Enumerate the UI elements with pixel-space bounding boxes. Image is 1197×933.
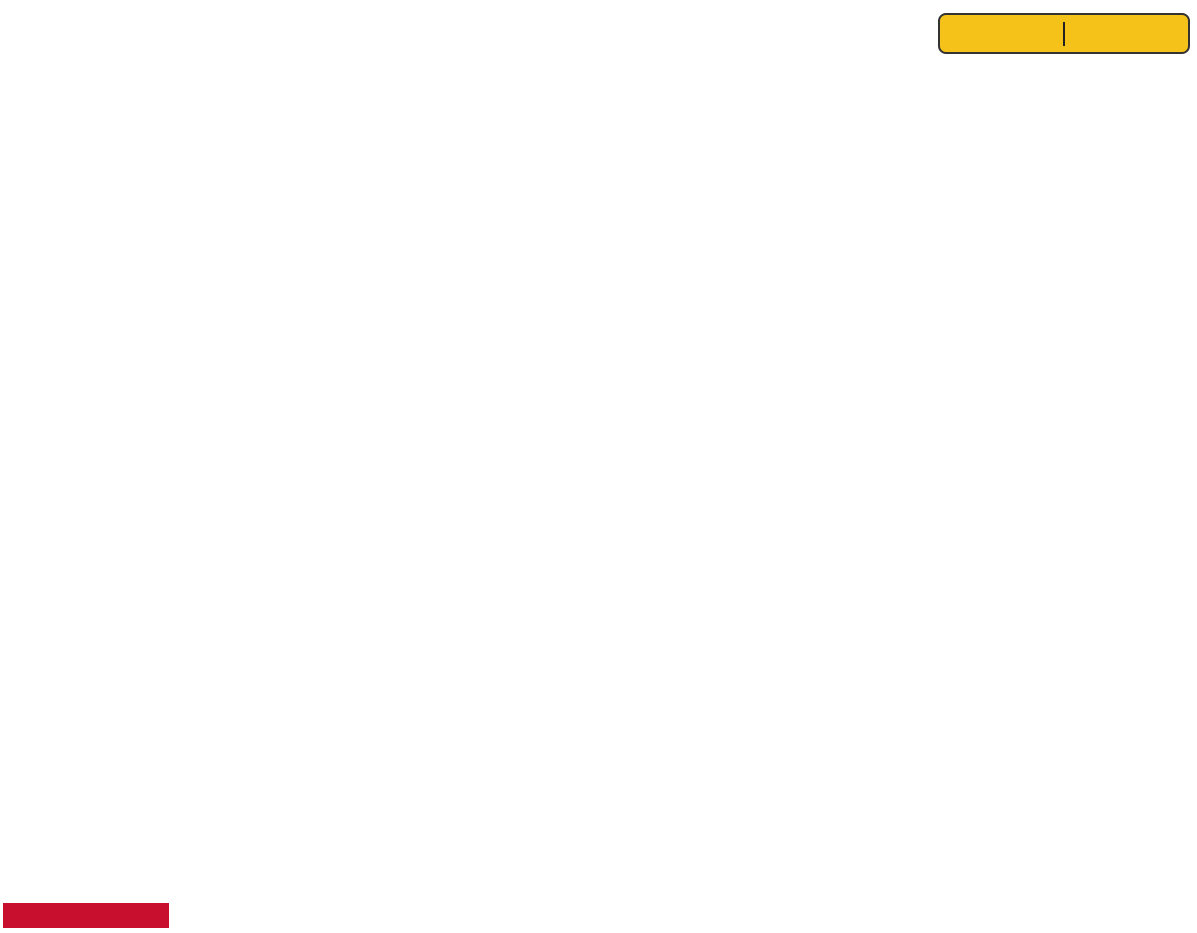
solution-label [3, 903, 169, 928]
solution-grid [3, 594, 293, 900]
